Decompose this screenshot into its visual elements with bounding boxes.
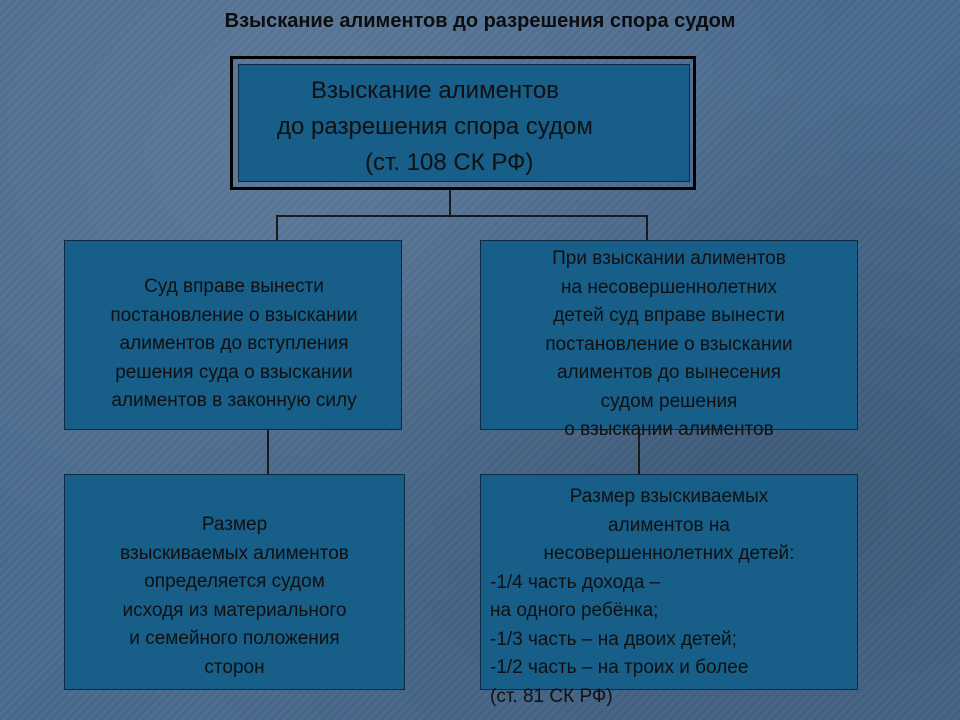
top-box-line: (ст. 108 СК РФ) <box>365 149 534 176</box>
bottom-right-box-header: несовершеннолетних детей: <box>543 543 795 564</box>
top-box <box>238 64 690 182</box>
bottom-right-box-header: Размер взыскиваемых <box>569 486 769 507</box>
left-box-line: алиментов в законную силу <box>111 390 357 411</box>
right-box-line: При взыскании алиментов <box>552 248 786 269</box>
bottom-right-box-header: алиментов на <box>608 514 730 536</box>
bottom-right-box-list-item: -1/4 часть дохода – <box>490 571 661 593</box>
top-box-line: до разрешения спора судом <box>277 113 593 140</box>
connector-left-drop <box>276 215 278 240</box>
bottom-right-box-list-item: -1/3 часть – на двоих детей; <box>490 628 737 650</box>
bottom-right-box-list-item: на одного ребёнка; <box>490 600 659 621</box>
connector-horizontal <box>276 215 648 217</box>
right-box-line: алиментов до вынесения <box>556 362 782 383</box>
left-box-line: Суд вправе вынести <box>144 276 324 297</box>
left-box-line: решения суда о взыскании <box>115 361 353 383</box>
top-box-line: Взыскание алиментов <box>311 77 559 104</box>
slide-title: Взыскание алиментов до разрешения спора судом <box>224 10 736 32</box>
right-box-line: судом решения <box>600 390 738 412</box>
bottom-left-box-line: Размер <box>201 514 268 535</box>
right-box <box>480 240 858 440</box>
right-box-line: детей суд вправе вынести <box>553 305 785 326</box>
bottom-right-box-citation: (ст. 81 СК РФ) <box>490 685 613 707</box>
bottom-left-box-line: сторон <box>204 656 265 678</box>
connector-left-bottom <box>267 430 269 474</box>
bottom-left-box-line: исходя из материального <box>122 599 347 621</box>
connector-right-drop <box>646 215 648 240</box>
left-box <box>64 240 402 430</box>
right-box-line: постановление о взыскании <box>545 333 793 355</box>
left-box-line: постановление о взыскании <box>110 304 358 326</box>
right-box-line: о взыскании алиментов <box>564 419 774 440</box>
bottom-right-box-list-item: -1/2 часть – на троих и более <box>490 657 749 678</box>
left-box-line: алиментов до вступления <box>119 333 349 354</box>
bottom-left-box-line: взыскиваемых алиментов <box>120 542 349 564</box>
bottom-left-box-line: определяется судом <box>144 571 325 592</box>
bottom-left-box <box>64 474 405 690</box>
bottom-right-box <box>480 474 858 707</box>
bottom-left-box-line: и семейного положения <box>129 628 340 649</box>
right-box-line: на несовершеннолетних <box>561 276 777 298</box>
connector-top-vertical <box>449 190 451 217</box>
